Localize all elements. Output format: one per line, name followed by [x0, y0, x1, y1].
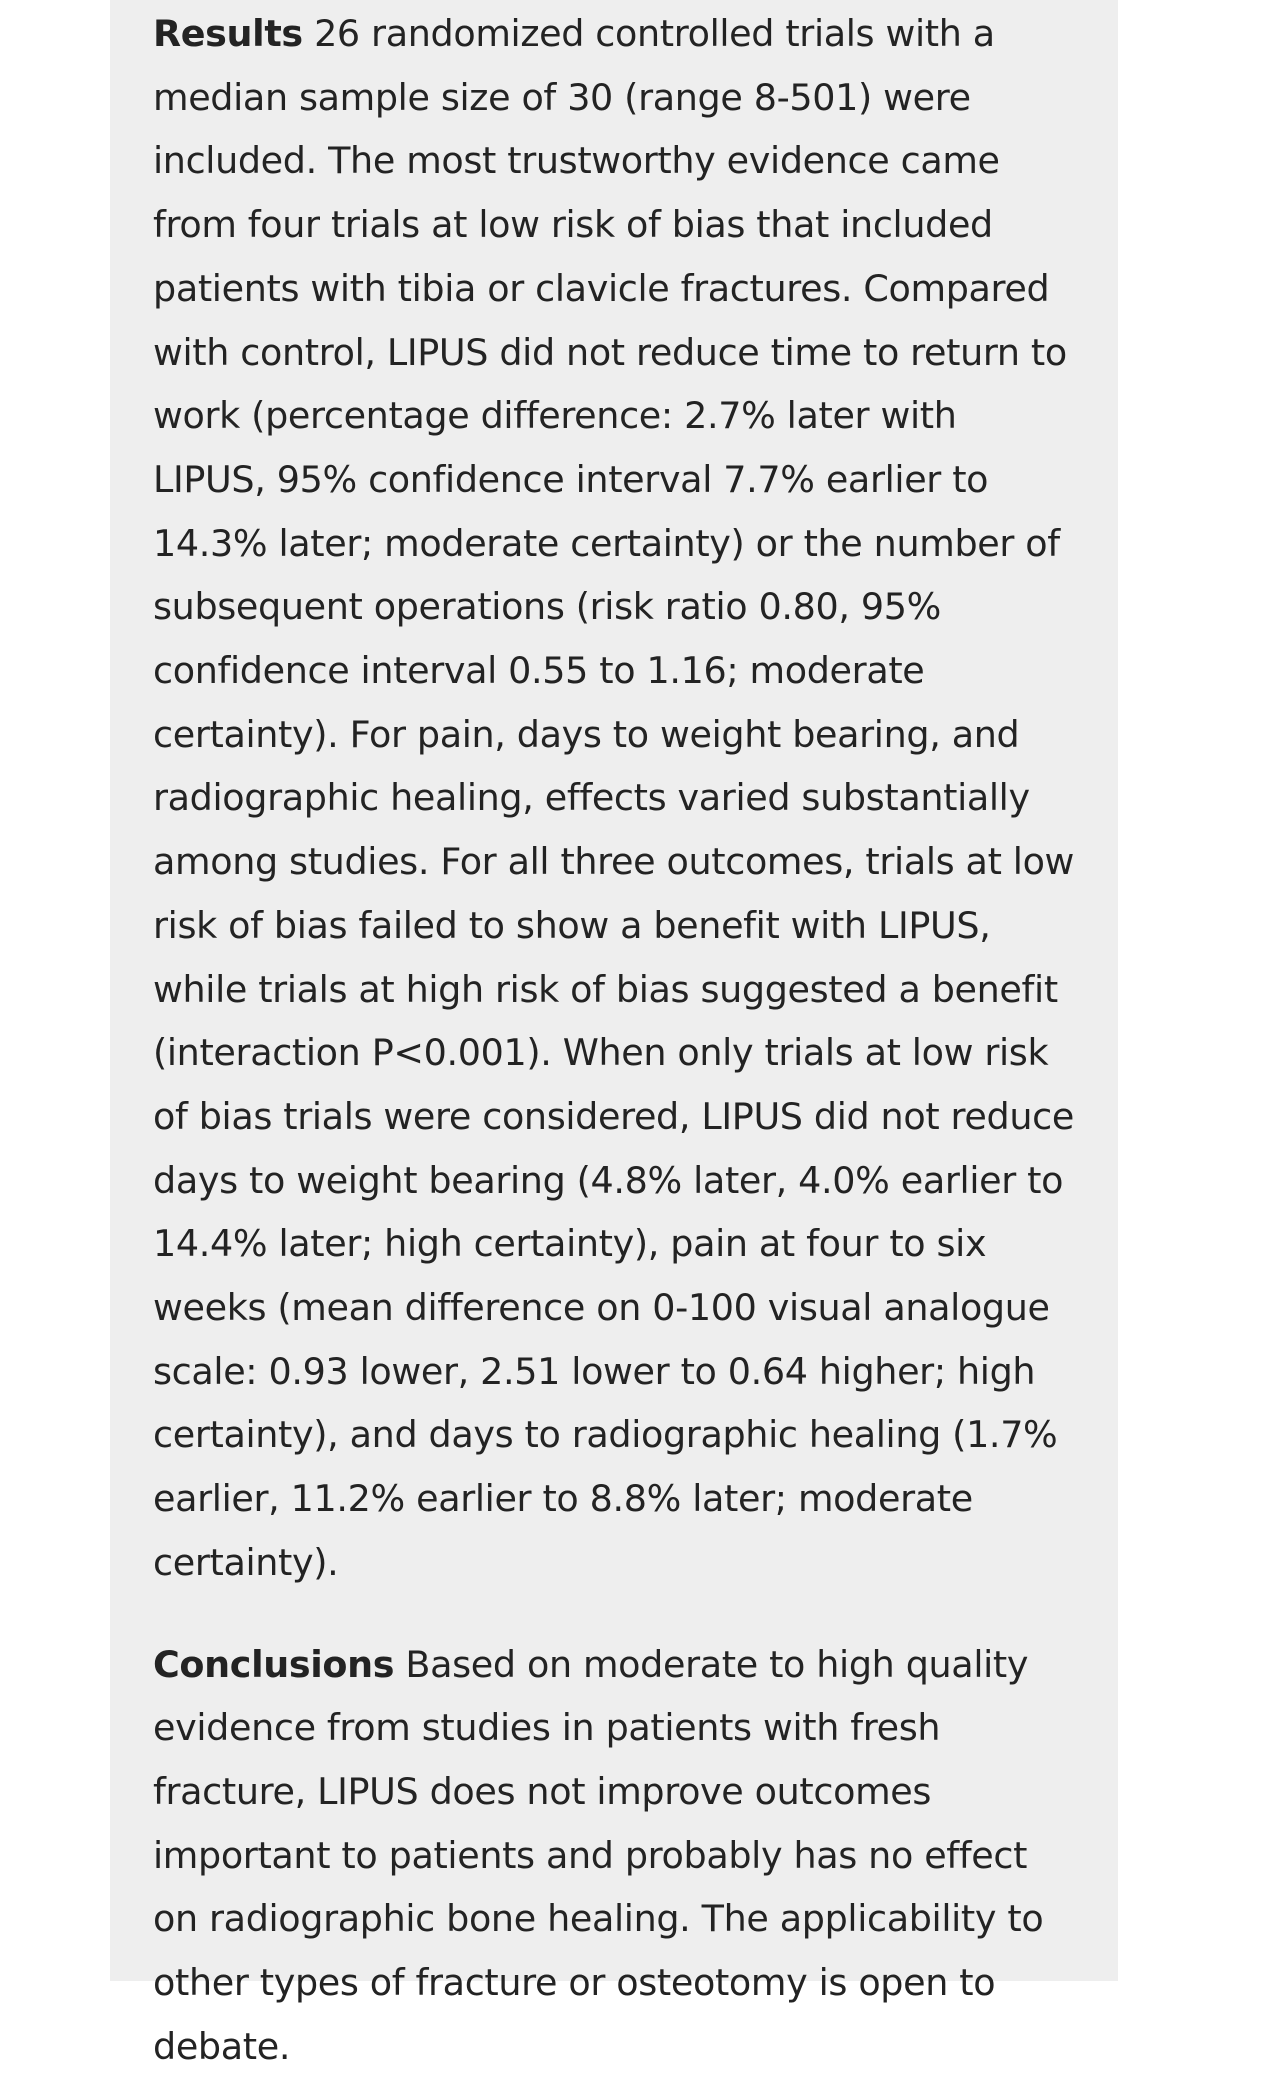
results-paragraph — [153, 2, 1078, 1595]
conclusions-heading: Conclusions — [153, 1642, 395, 1686]
abstract-panel — [110, 0, 1118, 2068]
conclusions-paragraph — [153, 1633, 1078, 2079]
conclusions-text: Based on moderate to high quality evidence from studies in patients with fresh fracture, LIPUS does not improve outcomes important to patients and probably has no effect on radiographic bone healing. The applicability to other types of fracture or osteotomy is open to debate. — [153, 1642, 1044, 2068]
results-heading: Results — [153, 12, 303, 55]
results-text: 26 randomized controlled trials with a median sample size of 30 (range 8-501) were included. The most trustworthy evidence came from four trials at low risk of bias that included patients with tibia or clavicle fractures. Compared with control, LIPUS did not reduce time to return to work (percentage difference: 2.7% later with LIPUS, 95% confidence interval 7.7% earlier to 14.3% later; moderate certainty) or the number of subsequent operations (risk ratio 0.80, 95% confidence interval 0.55 to 1.16; moderate certainty). For pain, days to weight bearing, and radiographic healing, effects varied substantially among studies. For all three outcomes, trials at low risk of bias failed to show a benefit with LIPUS, while trials at high risk of bias suggested a benefit (interaction P<0.001). When only trials at low risk of bias trials were considered, LIPUS did not reduce days to weight bearing (4.8% later, 4.0% earlier to 14.4% later; high certainty), pain at four to six weeks (mean difference on 0-100 visual analogue scale: 0.93 lower, 2.51 lower to 0.64 higher; high certainty), and days to radiographic healing (1.7% earlier, 11.2% earlier to 8.8% later; moderate certainty). — [153, 12, 1075, 1584]
